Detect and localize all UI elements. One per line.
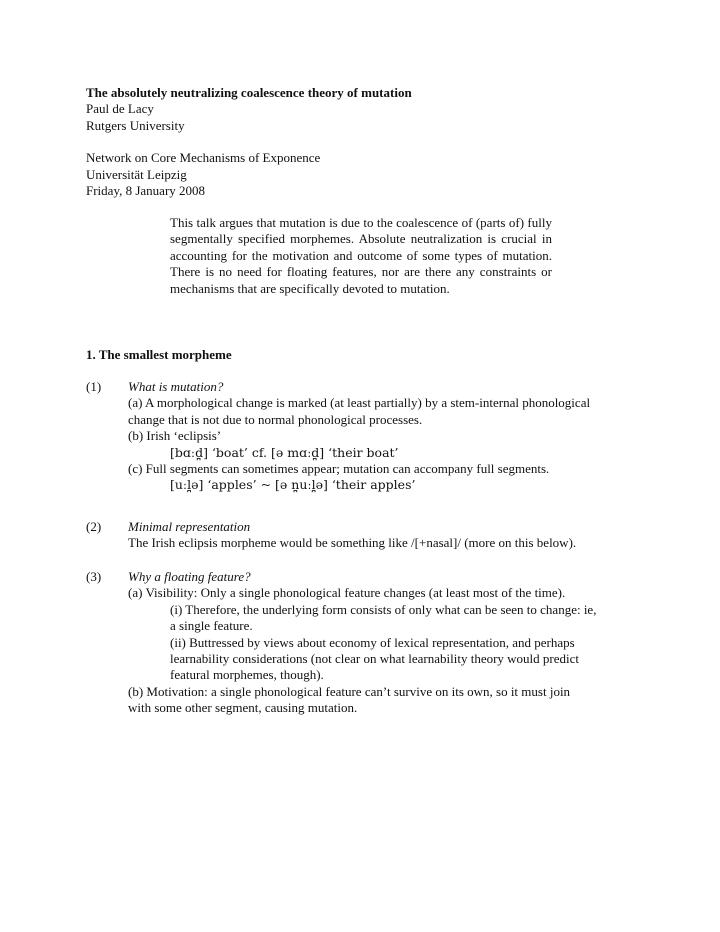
example-line: with some other segment, causing mutation. <box>128 700 358 716</box>
example-line: learnability considerations (not clear on what learnability theory would predict <box>170 651 580 667</box>
example-line: (c) Full segments can sometimes appear; mutation can accompany full segments. <box>128 461 550 477</box>
example-body <box>128 379 646 494</box>
example-line: (a) Visibility: Only a single phonological feature changes (at least most of the time). <box>128 585 566 601</box>
example-line: (a) A morphological change is marked (at least partially) by a stem-internal phonological <box>128 395 591 411</box>
example-line: (b) Motivation: a single phonological feature can’t survive on its own, so it must join <box>128 683 571 699</box>
section-heading: 1. The smallest morpheme <box>86 347 232 362</box>
example-line: (b) Irish ‘eclipsis’ <box>128 428 222 444</box>
example-body <box>128 519 646 552</box>
event-venue: Universität Leipzig <box>86 166 187 182</box>
example-line: The Irish eclipsis morpheme would be something like /[+nasal]/ (more on this below). <box>128 535 577 551</box>
example-number: (3) <box>86 569 102 584</box>
example-title: Minimal representation <box>128 519 251 534</box>
example-line: change that is not due to normal phonological processes. <box>128 411 423 427</box>
example-number: (1) <box>86 379 102 394</box>
ipa-example-line: [bɑːd̪] ‘boat’ cf. [ə mɑːd̪] ‘their boat’ <box>170 444 399 460</box>
example-title: What is mutation? <box>128 379 224 394</box>
paper-title: The absolutely neutralizing coalescence theory of mutation <box>86 85 412 100</box>
example-line: (ii) Buttressed by views about economy of lexical representation, and perhaps <box>170 634 575 650</box>
example-body <box>128 569 646 717</box>
example-title: Why a floating feature? <box>128 569 251 584</box>
author-affiliation: Rutgers University <box>86 117 185 133</box>
event-name: Network on Core Mechanisms of Exponence <box>86 150 321 166</box>
author-name: Paul de Lacy <box>86 101 154 117</box>
example-number: (2) <box>86 519 102 534</box>
abstract: This talk argues that mutation is due to the coalescence of (parts of) fully segmentally specified morphemes. Absolute neutralization is crucial in accounting for the motivation and outcome of some types of mutation. There is no need for floating features, nor are there any constraints or mechanisms that are specifically devoted to mutation. <box>170 215 552 296</box>
example-line: a single feature. <box>170 618 253 634</box>
event-date: Friday, 8 January 2008 <box>86 183 206 199</box>
ipa-example-line: [uːl̪ə] ‘apples’ ~ [ə n̪uːl̪ə] ‘their apples’ <box>170 477 416 493</box>
example-line: featural morphemes, though). <box>170 667 324 683</box>
example-line: (i) Therefore, the underlying form consists of only what can be seen to change: ie, <box>170 601 597 617</box>
document-header <box>86 85 646 199</box>
